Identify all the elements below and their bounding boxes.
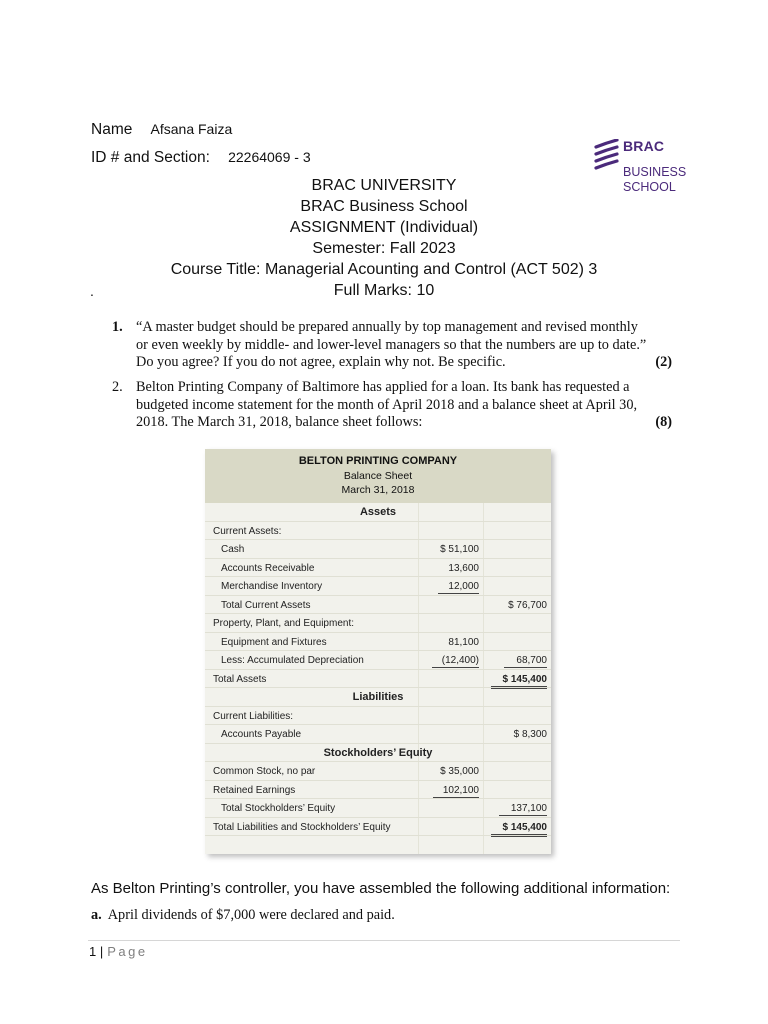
table-row	[205, 522, 551, 541]
page-number: 1 |	[89, 944, 104, 959]
id-value: 22264069 - 3	[228, 149, 311, 165]
row-label: Total Stockholders’ Equity	[221, 803, 336, 814]
amount-total: 137,100	[499, 803, 547, 816]
table-row	[205, 781, 551, 800]
question-text	[136, 379, 672, 432]
stray-dot: .	[90, 283, 94, 299]
question-2	[112, 379, 672, 432]
amount-detail: 102,100	[433, 785, 479, 798]
assignment-title: ASSIGNMENT (Individual)	[289, 219, 479, 236]
question-line: budgeted income statement for the month of April 2018 and a balance sheet at April 30,	[136, 396, 638, 413]
statement-name: Balance Sheet	[343, 470, 413, 482]
name-value: Afsana Faiza	[150, 121, 233, 137]
row-label: Total Assets	[213, 673, 267, 685]
amount-total: $ 145,400	[491, 674, 548, 689]
question-marks: (2)	[655, 354, 672, 370]
row-label: Property, Plant, and Equipment:	[213, 618, 355, 629]
section-heading: Stockholders’ Equity	[323, 746, 433, 759]
table-row	[205, 670, 551, 689]
question-1	[112, 319, 672, 372]
row-label: Retained Earnings	[213, 784, 296, 796]
table-row	[205, 559, 551, 578]
row-label: Total Current Assets	[221, 599, 311, 611]
controller-intro: As Belton Printing’s controller, you have assembled the following additional information:	[91, 880, 671, 897]
question-number: 1.	[112, 319, 123, 335]
semester-title: Semester: Fall 2023	[312, 240, 456, 257]
row-label: Total Liabilities and Stockholders’ Equity	[213, 821, 391, 833]
footer-divider	[88, 940, 680, 941]
brac-logo-mark-icon	[594, 139, 620, 173]
section-heading-row	[205, 744, 551, 763]
balance-sheet-header	[205, 449, 551, 503]
row-label: Equipment and Fixtures	[221, 636, 327, 648]
question-line: Belton Printing Company of Baltimore has applied for a loan. Its bank has requested a	[136, 379, 630, 395]
table-row	[205, 818, 551, 837]
logo-text-business: BUSINESS	[623, 165, 687, 179]
amount-detail: 81,100	[448, 636, 479, 648]
table-row	[205, 725, 551, 744]
question-number: 2.	[112, 379, 123, 395]
row-label: Accounts Payable	[221, 729, 302, 740]
row-label: Less: Accumulated Depreciation	[221, 655, 364, 666]
table-row	[205, 799, 551, 818]
section-heading: Assets	[359, 506, 397, 518]
table-row	[205, 633, 551, 652]
row-label: Merchandise Inventory	[221, 581, 323, 592]
logo-text-brac: BRAC	[623, 138, 665, 154]
name-label: Name	[91, 121, 133, 138]
amount-total: $ 8,300	[513, 729, 547, 740]
table-row	[205, 707, 551, 726]
amount-total: $ 145,400	[491, 822, 548, 837]
section-heading-row	[205, 688, 551, 707]
question-line: Do you agree? If you do not agree, explain why not. Be specific.	[136, 354, 506, 370]
school-title: BRAC Business School	[300, 198, 468, 215]
table-row	[205, 596, 551, 615]
row-label: Accounts Receivable	[221, 562, 315, 574]
section-heading: Liabilities	[352, 691, 404, 703]
page-label: Page	[107, 944, 148, 959]
amount-detail: $ 51,100	[440, 544, 479, 555]
full-marks-title: Full Marks: 10	[333, 282, 435, 299]
statement-date: March 31, 2018	[341, 484, 415, 496]
row-label: Cash	[221, 544, 245, 555]
balance-sheet-table	[205, 449, 551, 854]
table-row	[205, 762, 551, 781]
question-line: “A master budget should be prepared annually by top management and revised monthly	[136, 319, 638, 335]
info-item-a	[91, 907, 395, 924]
table-row	[205, 614, 551, 633]
company-name: BELTON PRINTING COMPANY	[298, 455, 458, 467]
logo-text-school: SCHOOL	[623, 180, 676, 194]
id-section-field	[91, 149, 311, 167]
amount-total: $ 76,700	[508, 599, 547, 611]
course-title: Course Title: Managerial Acounting and Control (ACT 502) 3	[170, 261, 598, 278]
table-row	[205, 577, 551, 596]
amount-total: 68,700	[504, 655, 547, 668]
amount-detail: 12,000	[438, 581, 479, 594]
item-text: April dividends of $7,000 were declared and paid.	[107, 907, 395, 923]
table-row	[205, 651, 551, 670]
row-label: Common Stock, no par	[213, 766, 316, 777]
university-title: BRAC UNIVERSITY	[311, 177, 457, 194]
amount-detail: $ 35,000	[440, 766, 479, 777]
amount-detail: 13,600	[448, 562, 479, 574]
item-letter: a.	[91, 907, 102, 923]
question-line: or even weekly by middle- and lower-level managers so that the numbers are up to date.”	[136, 336, 647, 353]
amount-detail: (12,400)	[432, 655, 479, 668]
question-line: 2018. The March 31, 2018, balance sheet follows:	[136, 414, 423, 430]
row-label: Current Liabilities:	[213, 710, 294, 722]
page-footer	[89, 944, 148, 959]
question-marks: (8)	[655, 414, 672, 430]
question-text	[136, 319, 672, 372]
id-label: ID # and Section:	[91, 149, 210, 166]
section-heading-row	[205, 503, 551, 522]
row-label: Current Assets:	[213, 525, 282, 537]
name-field	[91, 121, 232, 139]
table-row	[205, 540, 551, 559]
